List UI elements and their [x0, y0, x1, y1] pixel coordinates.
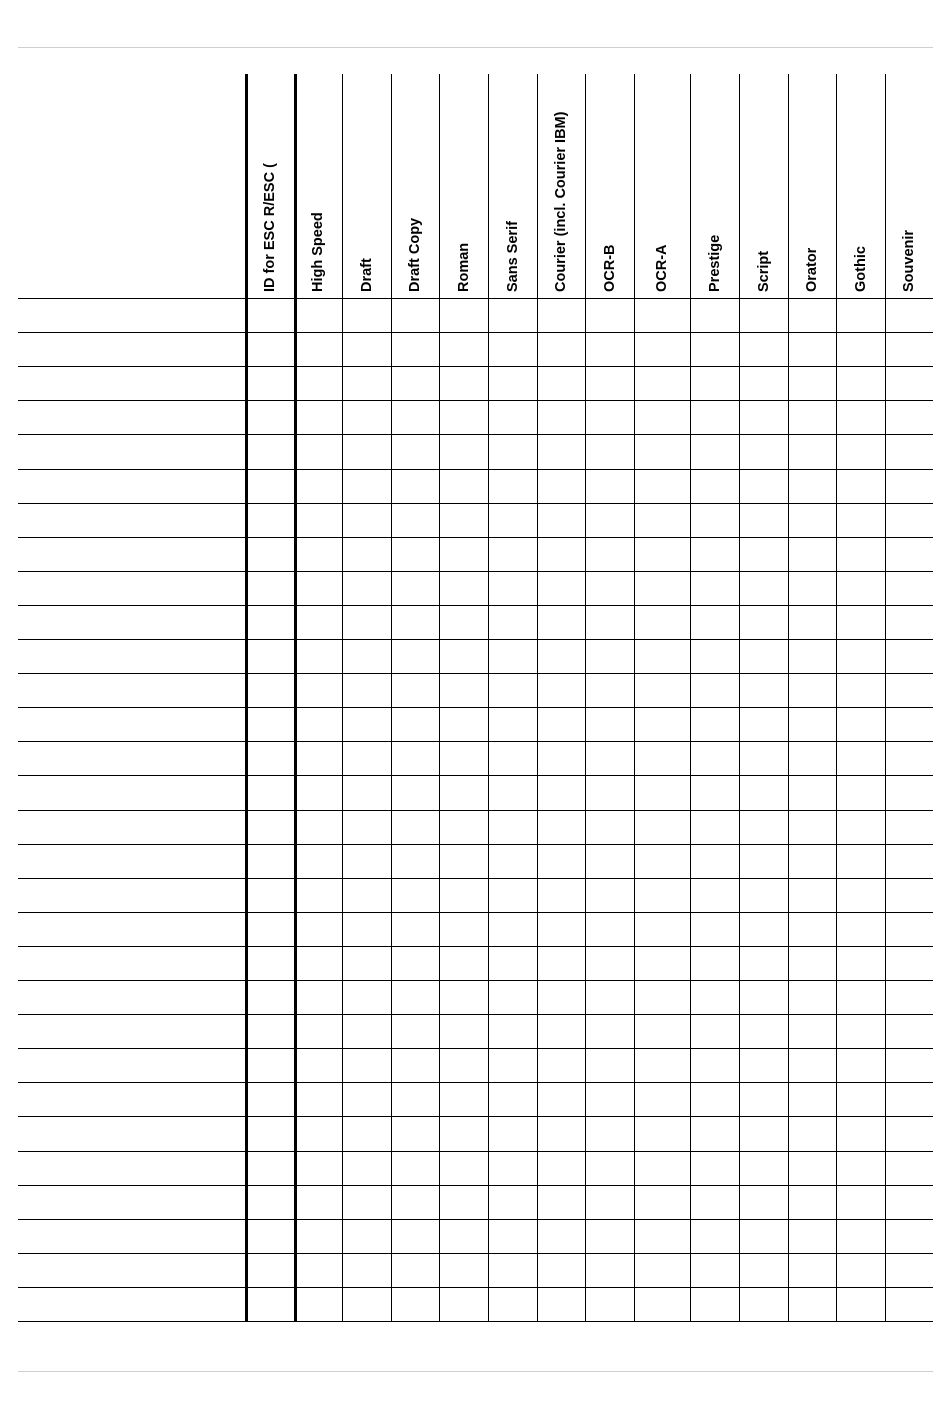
row-line [18, 844, 933, 845]
column-divider [788, 74, 789, 1321]
row-line [18, 503, 933, 504]
column-header: Draft Copy [407, 217, 423, 292]
column-header: Courier (incl. Courier IBM) [553, 111, 569, 292]
column-header: OCR-A [654, 244, 670, 292]
column-header: ID for ESC R/ESC ( [261, 163, 278, 292]
row-line [18, 1185, 933, 1186]
column-divider [690, 74, 691, 1321]
row-line [18, 1287, 933, 1288]
row-line [18, 912, 933, 913]
header-bottom-line [18, 298, 933, 299]
column-divider [342, 74, 343, 1321]
row-line [18, 1151, 933, 1152]
column-header: Orator [804, 247, 820, 292]
row-line [18, 1321, 933, 1322]
row-line [18, 1014, 933, 1015]
row-line [18, 639, 933, 640]
row-line [18, 673, 933, 674]
row-line [18, 946, 933, 947]
row-line [18, 605, 933, 606]
column-header: Prestige [706, 234, 723, 292]
column-divider [634, 74, 635, 1321]
row-line [18, 707, 933, 708]
column-divider [294, 74, 297, 1321]
column-header: Roman [455, 242, 472, 292]
column-header: Draft [358, 258, 375, 292]
column-header: OCR-B [601, 244, 618, 292]
row-line [18, 810, 933, 811]
row-line [18, 434, 933, 435]
row-line [18, 980, 933, 981]
column-divider [585, 74, 586, 1321]
row-line [18, 1048, 933, 1049]
column-divider [537, 74, 538, 1321]
row-line [18, 775, 933, 776]
column-divider [739, 74, 740, 1321]
row-line [18, 1253, 933, 1254]
row-line [18, 1116, 933, 1117]
row-line [18, 366, 933, 367]
row-line [18, 1219, 933, 1220]
row-line [18, 878, 933, 879]
row-line [18, 400, 933, 401]
row-line [18, 571, 933, 572]
row-line [18, 741, 933, 742]
column-header: Sans Serif [504, 221, 521, 292]
column-divider [488, 74, 489, 1321]
column-header: Gothic [852, 246, 869, 292]
row-line [18, 332, 933, 333]
row-line [18, 1082, 933, 1083]
row-line [18, 537, 933, 538]
column-header: Souvenir [901, 229, 917, 292]
column-divider [439, 74, 440, 1321]
column-divider [885, 74, 886, 1321]
column-header: High Speed [310, 212, 326, 292]
column-divider [245, 74, 248, 1321]
column-divider [836, 74, 837, 1321]
column-header: Script [755, 250, 772, 292]
row-line [18, 469, 933, 470]
column-divider [391, 74, 392, 1321]
